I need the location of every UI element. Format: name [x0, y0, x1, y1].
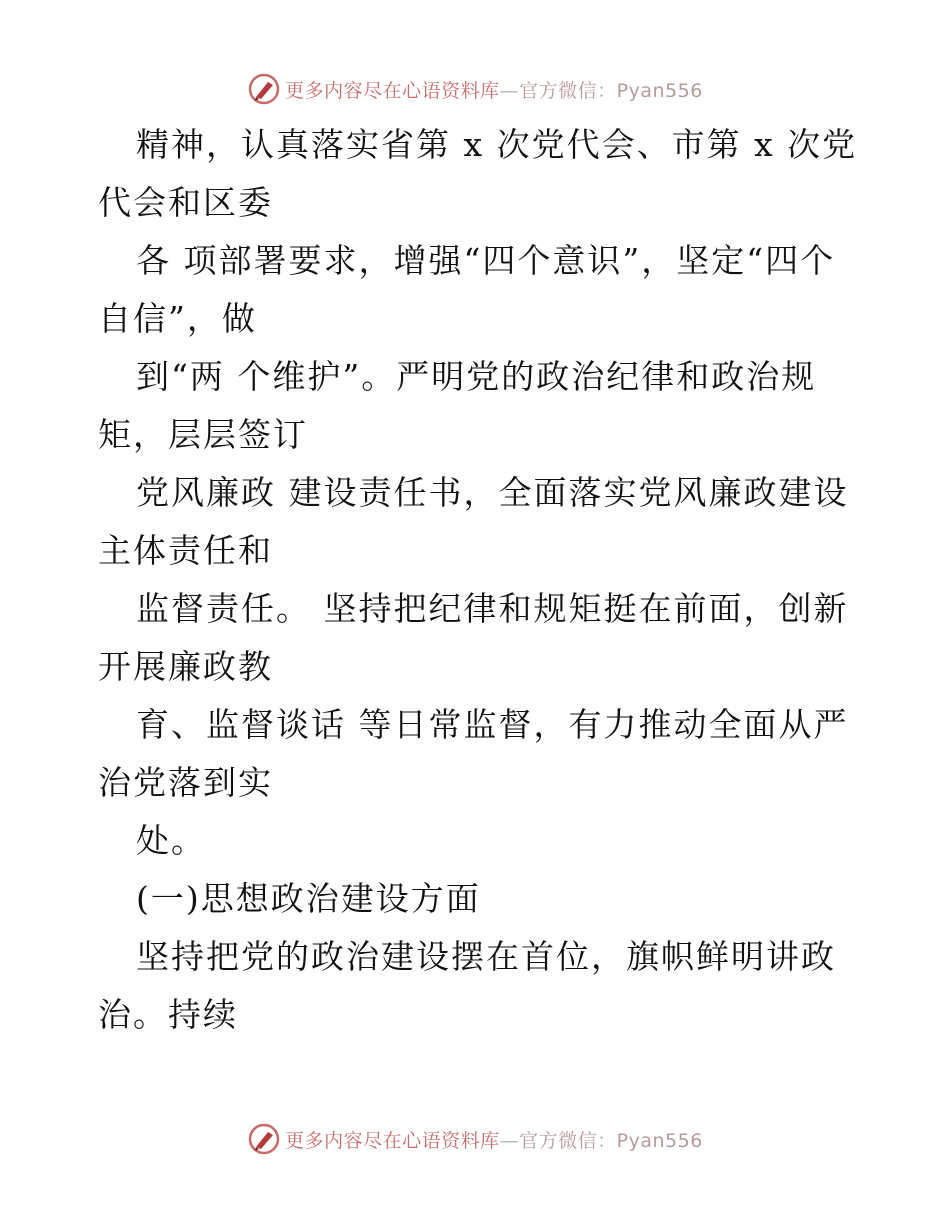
text-line: 治。持续 [98, 995, 238, 1034]
text-line: 到“两 个维护”。严明党的政治纪律和政治规 [136, 357, 817, 396]
text-line: 党风廉政 建设责任书，全面落实党风廉政建设 [136, 473, 849, 512]
watermark-separator: — [499, 1129, 520, 1152]
watermark-contact: 官方微信：Pyan556 [519, 1129, 703, 1152]
header-watermark [0, 72, 950, 106]
watermark-main: 更多内容尽在心语资料库 [285, 1129, 500, 1152]
text-line: 主体责任和 [98, 531, 273, 570]
watermark-text [285, 76, 703, 103]
watermark-contact: 官方微信：Pyan556 [519, 79, 703, 102]
text-line: 矩，层层签订 [98, 415, 308, 454]
watermark-main: 更多内容尽在心语资料库 [285, 79, 500, 102]
text-line: 自信”，做 [98, 299, 257, 338]
pen-nib-logo-icon [247, 72, 281, 106]
text-line: 精神，认真落实省第 x 次党代会、市第 x 次党 [136, 125, 858, 164]
watermark-text [285, 1126, 703, 1153]
footer-watermark [0, 1122, 950, 1156]
section-heading: (一)思想政治建设方面 [136, 879, 481, 918]
text-line: 开展廉政教 [98, 647, 273, 686]
text-line: 代会和区委 [98, 183, 273, 222]
text-line: 治党落到实 [98, 763, 273, 802]
text-line: 处。 [136, 821, 206, 860]
text-line: 育、监督谈话 等日常监督，有力推动全面从严 [136, 705, 849, 744]
text-line: 坚持把党的政治建设摆在首位，旗帜鲜明讲政 [136, 937, 836, 976]
pen-nib-logo-icon [247, 1122, 281, 1156]
watermark-separator: — [499, 79, 520, 102]
text-line: 各 项部署要求，增强“四个意识”，坚定“四个 [136, 241, 836, 280]
text-line: 监督责任。 坚持把纪律和规矩挺在前面，创新 [136, 589, 849, 628]
